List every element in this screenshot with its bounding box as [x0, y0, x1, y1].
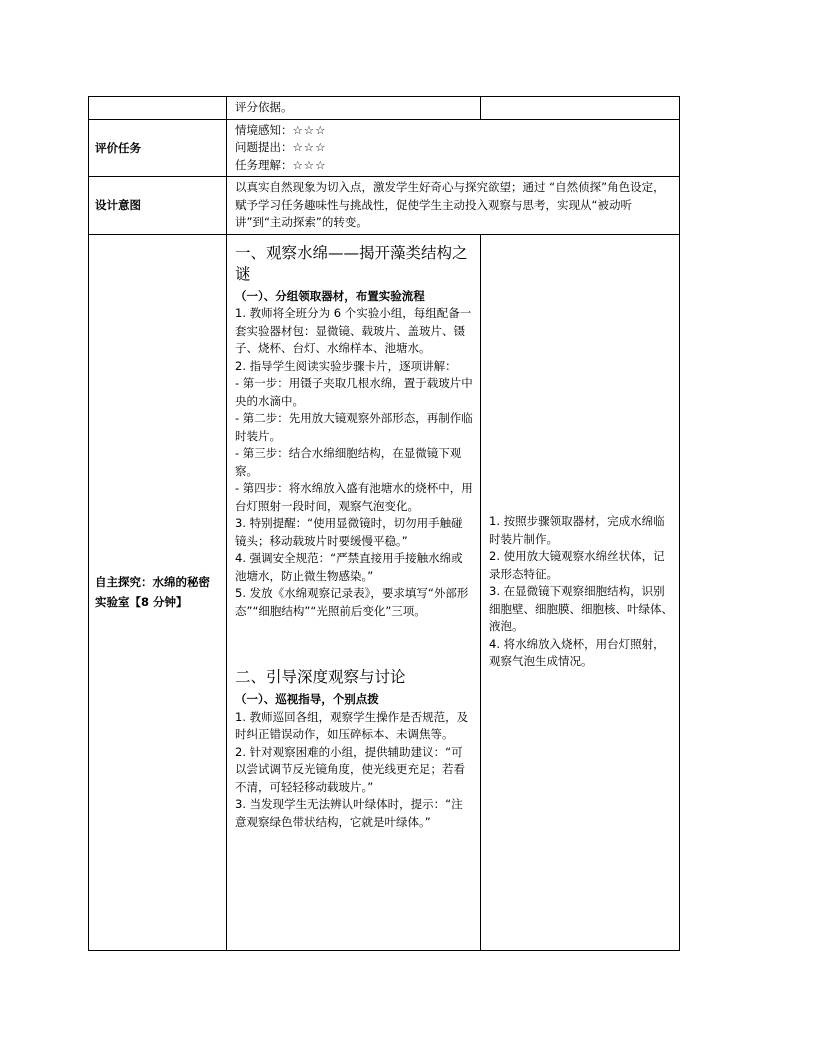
- paragraph: - 第四步：将水绵放入盛有池塘水的烧杯中，用台灯照射一段时间，观察气泡变化。: [235, 481, 473, 513]
- table-row-evaluation: [89, 119, 680, 177]
- student-activity-cell: [481, 234, 680, 950]
- spacer: [235, 620, 474, 661]
- design-label: 设计意图: [95, 198, 141, 213]
- rubric-note-text: 评分依据。: [235, 100, 293, 114]
- paragraph: 5. 发放《水绵观察记录表》，要求填写“外部形态”“细胞结构”“光照前后变化”三项。: [235, 586, 469, 618]
- inquiry-label-cell: [89, 234, 227, 950]
- section-heading: 二、引导深度观察与讨论: [235, 668, 406, 686]
- empty-cell: [481, 97, 680, 120]
- table-row-inquiry: [89, 234, 680, 950]
- evaluation-item: 任务理解：☆☆☆: [235, 157, 327, 172]
- paragraph: 1. 按照步骤领取器材，完成水绵临时装片制作。: [489, 514, 665, 546]
- paragraph: 3. 当发现学生无法辨认叶绿体时，提示：“注意观察绿色带状结构，它就是叶绿体。”: [235, 797, 463, 829]
- student-activity: [481, 511, 679, 673]
- inquiry-label: 自主探究：水绵的秘密实验室【8 分钟】: [95, 575, 210, 609]
- evaluation-item: 问题提出：☆☆☆: [235, 140, 327, 154]
- design-label-cell: [89, 177, 227, 235]
- star-rating: ☆☆☆: [292, 157, 327, 172]
- section-subheading: （一）、巡视指导，个别点拨: [235, 692, 379, 706]
- evaluation-label-cell: [89, 119, 227, 177]
- paragraph: 3. 特别提醒：“使用显微镜时，切勿用手触碰镜头；移动载玻片时要缓慢平稳。”: [235, 516, 463, 548]
- teacher-activity: [227, 235, 480, 834]
- paragraph: 3. 在显微镜下观察细胞结构，识别细胞壁、细胞膜、细胞核、叶绿体、液泡。: [489, 584, 673, 634]
- paragraph: - 第一步：用镊子夹取几根水绵，置于载玻片中央的水滴中。: [235, 376, 473, 408]
- evaluation-label: 评价任务: [95, 140, 141, 155]
- teacher-activity-cell: [227, 234, 481, 950]
- star-rating: ☆☆☆: [292, 122, 327, 137]
- star-rating: ☆☆☆: [292, 140, 327, 154]
- design-text: 以真实自然现象为切入点，激发学生好奇心与探究欲望；通过 “自然侦探”角色设定，赋予学习任务趣味性与挑战性，促使学生主动投入观察与思考，实现从“被动听讲”到“主动探索”的转变。: [235, 180, 665, 229]
- paragraph: 2. 使用放大镜观察水绵丝状体，记录形态特征。: [489, 549, 665, 581]
- paragraph: - 第二步：先用放大镜观察外部形态，再制作临时装片。: [235, 411, 473, 443]
- evaluation-list: [227, 120, 679, 177]
- evaluation-item: 情境感知：☆☆☆: [235, 122, 327, 137]
- section-heading: 一、观察水绵——揭开藻类结构之谜: [235, 243, 468, 283]
- lesson-plan-table: [88, 96, 680, 951]
- paragraph: 1. 教师巡回各组，观察学生操作是否规范，及时纠正错误动作，如压碎标本、未调焦等。: [235, 709, 469, 741]
- paragraph: 1. 教师将全班分为 6 个实验小组，每组配备一套实验器材包：显微镜、载玻片、盖玻片、镊子、烧杯、台灯、水绵样本、池塘水。: [235, 306, 472, 355]
- evaluation-items-cell: [227, 119, 680, 177]
- paragraph: 4. 强调安全规范：“严禁直接用手接触水绵或池塘水，防止微生物感染。”: [235, 551, 463, 583]
- table-row-top: [89, 97, 680, 120]
- paragraph: 2. 指导学生阅读实验步骤卡片，逐项讲解：: [235, 358, 457, 373]
- table-row-design: [89, 177, 680, 235]
- design-text-cell: [227, 177, 680, 235]
- paragraph: 4. 将水绵放入烧杯，用台灯照射，观察气泡生成情况。: [489, 636, 665, 669]
- rubric-note-cell: [227, 97, 481, 120]
- section-subheading: （一）、分组领取器材，布置实验流程: [235, 288, 425, 303]
- empty-cell: [89, 97, 227, 120]
- paragraph: - 第三步：结合水绵细胞结构，在显微镜下观察。: [235, 446, 462, 478]
- paragraph: 2. 针对观察困难的小组，提供辅助建议：“可以尝试调节反光镜角度，使光线更充足；若看不清，可轻轻移动载玻片。”: [235, 744, 465, 794]
